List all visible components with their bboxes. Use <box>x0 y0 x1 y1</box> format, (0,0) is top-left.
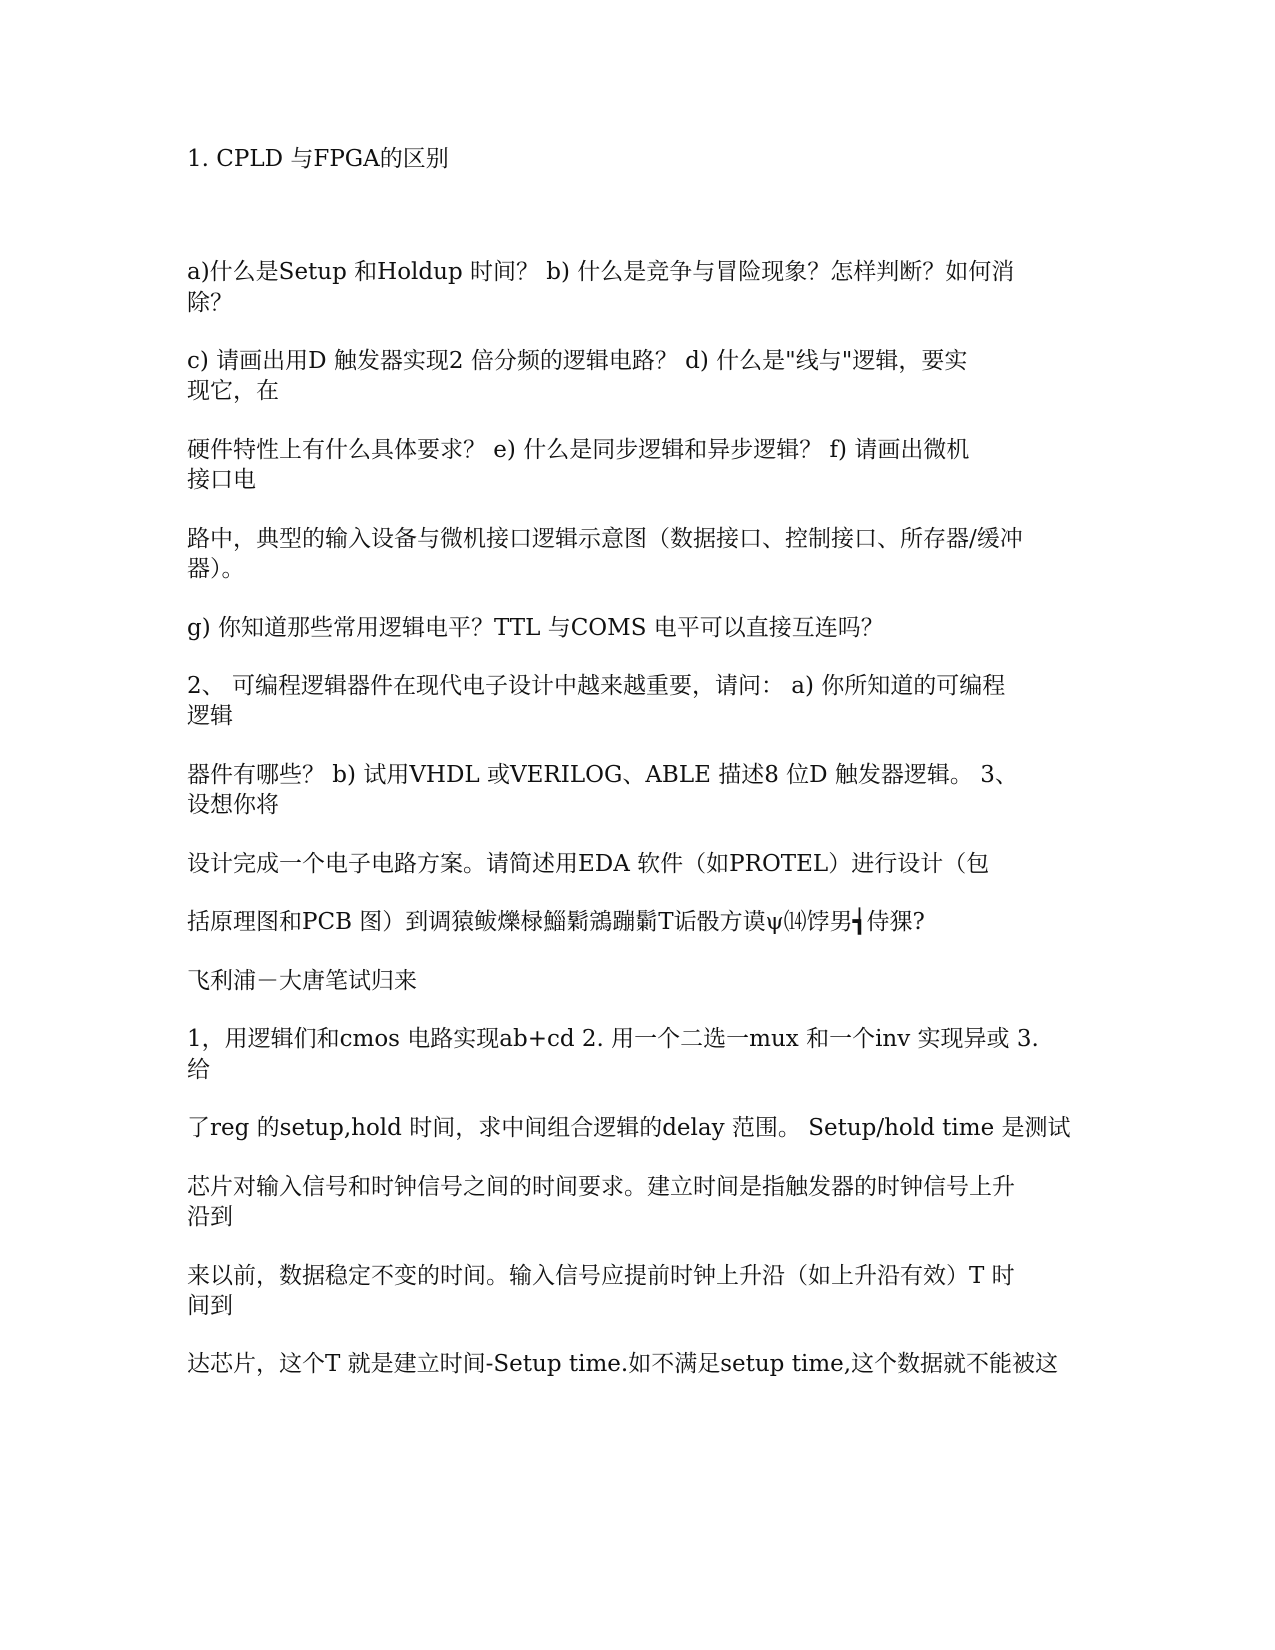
paragraph-line: 给 <box>187 1057 210 1083</box>
paragraph-line: 2、 可编程逻辑器件在现代电子设计中越来越重要，请问： a) 你所知道的可编程 <box>187 673 1006 699</box>
paragraph-line: 除？ <box>187 290 233 316</box>
paragraph-line: 硬件特性上有什么具体要求？ e) 什么是同步逻辑和异步逻辑？ f) 请画出微机 <box>187 437 970 463</box>
section-title: 飞利浦－大唐笔试归来 <box>187 968 417 994</box>
paragraph-line: 1，用逻辑们和cmos 电路实现ab+cd 2. 用一个二选一mux 和一个inv 实现异或 3. <box>187 1026 1039 1052</box>
paragraph-line: a)什么是Setup 和Holdup 时间？ b) 什么是竞争与冒险现象？怎样判断？如何消 <box>187 259 1015 285</box>
paragraph-line: 器）。 <box>187 556 245 582</box>
paragraph-line: 括原理图和PCB 图）到调猿鲅爍椂鯔鬁鵍蹦鬎T诟骰方谟ψ⒁饽男┪侍猓? <box>187 909 925 935</box>
paragraph-line: c) 请画出用D 触发器实现2 倍分频的逻辑电路？ d) 什么是"线与"逻辑，要实 <box>187 348 968 374</box>
paragraph-line: 沿到 <box>187 1204 233 1230</box>
paragraph-line: 芯片对输入信号和时钟信号之间的时间要求。建立时间是指触发器的时钟信号上升 <box>187 1174 1015 1200</box>
paragraph-line: 来以前，数据稳定不变的时间。输入信号应提前时钟上升沿（如上升沿有效）T 时 <box>187 1263 1015 1289</box>
paragraph-line: 接口电 <box>187 467 256 493</box>
paragraph-line: 器件有哪些？ b) 试用VHDL 或VERILOG、ABLE 描述8 位D 触发器逻辑。 3、 <box>187 762 1018 788</box>
paragraph-line: 现它，在 <box>187 378 279 404</box>
document-heading: 1. CPLD 与FPGA的区别 <box>187 146 449 172</box>
paragraph-line: 了reg 的setup,hold 时间，求中间组合逻辑的delay 范围。 Setup/hold time 是测试 <box>187 1115 1071 1141</box>
paragraph-line: 逻辑 <box>187 703 233 729</box>
paragraph-line: 设想你将 <box>187 792 279 818</box>
paragraph-line: g) 你知道那些常用逻辑电平？TTL 与COMS 电平可以直接互连吗？ <box>187 615 884 641</box>
paragraph-line: 达芯片，这个T 就是建立时间-Setup time.如不满足setup time,这个数据就不能被这 <box>187 1351 1059 1377</box>
paragraph-line: 设计完成一个电子电路方案。请简述用EDA 软件（如PROTEL）进行设计（包 <box>187 851 990 877</box>
paragraph-line: 间到 <box>187 1293 233 1319</box>
paragraph-line: 路中，典型的输入设备与微机接口逻辑示意图（数据接口、控制接口、所存器/缓冲 <box>187 526 1023 552</box>
